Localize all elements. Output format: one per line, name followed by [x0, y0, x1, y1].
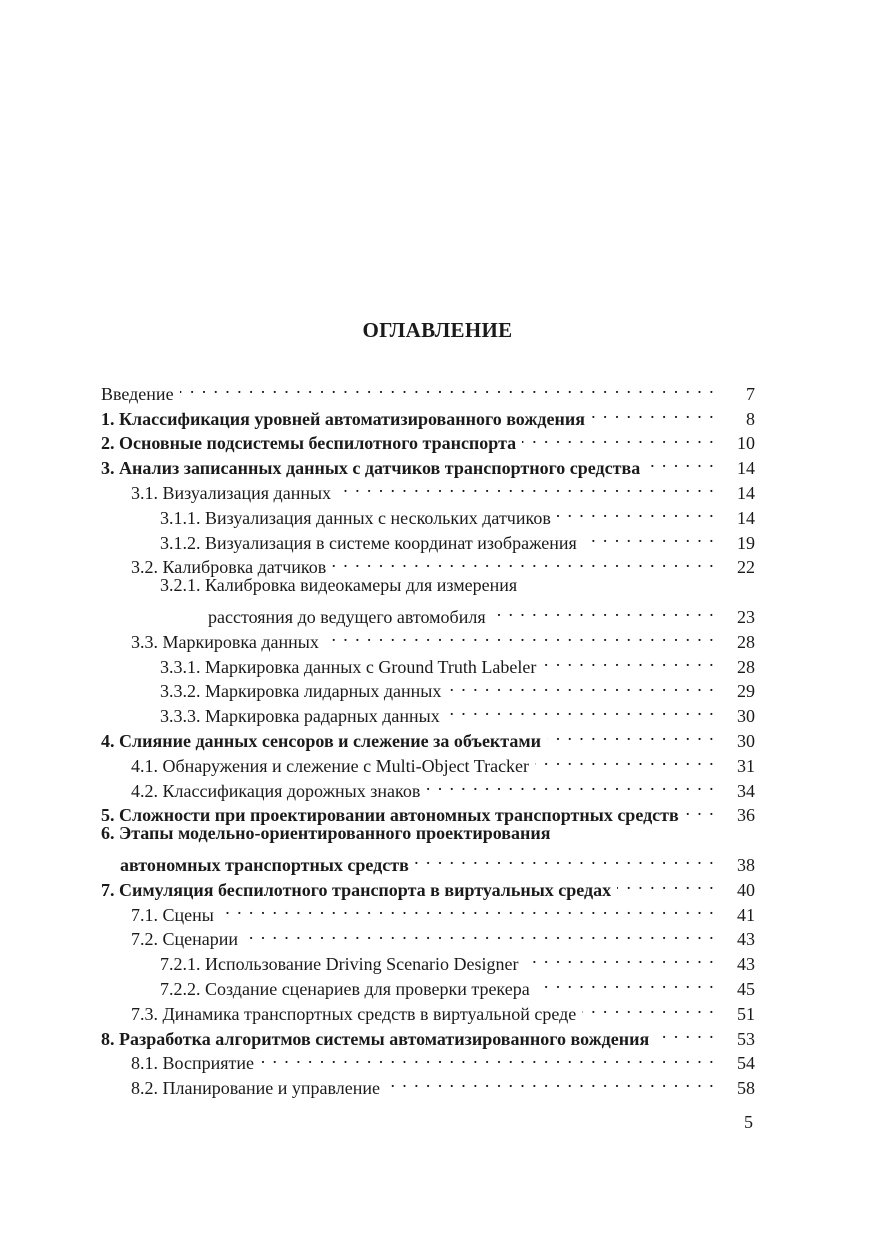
- toc-page-number: 28: [737, 656, 755, 677]
- toc-entry-title-continued: расстояния до ведущего автомобиля: [208, 606, 486, 627]
- toc-page-number: 43: [737, 954, 755, 975]
- toc-entry-title: 3.3.1. Маркировка данных с Ground Truth Labeler: [160, 656, 537, 677]
- dot-leader: [525, 945, 715, 970]
- toc-page-number: 29: [737, 681, 755, 702]
- dot-leader: [655, 1020, 715, 1045]
- toc-page-number: 14: [737, 507, 755, 528]
- toc-entry-title: 3.3.3. Маркировка радарных данных: [160, 706, 440, 727]
- toc-entry-title: 6. Этапы модельно-ориентированного проектирования: [101, 823, 551, 844]
- toc-entry: [101, 821, 755, 875]
- toc-page-number: 14: [737, 482, 755, 503]
- toc-page-number: 23: [737, 606, 755, 627]
- dot-leader: [557, 499, 715, 524]
- dot-leader: [583, 524, 715, 549]
- dot-leader: [220, 896, 715, 921]
- dot-leader: [542, 648, 715, 673]
- dot-leader: [426, 772, 715, 797]
- toc-entry-title: 3.3. Маркировка данных: [131, 631, 319, 652]
- toc-page-number: 30: [737, 730, 755, 751]
- dot-leader: [646, 449, 715, 474]
- toc-page-number: 22: [737, 557, 755, 578]
- dot-leader: [337, 474, 715, 499]
- page-title: ОГЛАВЛЕНИЕ: [362, 318, 513, 342]
- dot-leader: [415, 846, 715, 871]
- dot-leader: [582, 995, 715, 1020]
- toc-page-number: 58: [737, 1078, 755, 1099]
- toc-entry-title: 8. Разработка алгоритмов системы автоматизированного вождения: [101, 1028, 650, 1049]
- toc-entry-title: 8.2. Планирование и управление: [131, 1078, 380, 1099]
- dot-leader: [492, 598, 715, 623]
- toc-page-number: 36: [737, 805, 755, 826]
- dot-leader: [446, 697, 715, 722]
- toc-page-number: 10: [737, 433, 755, 454]
- toc-entry-title: 1. Классификация уровней автоматизированного вождения: [101, 408, 585, 429]
- toc-entry-title: 7. Симуляция беспилотного транспорта в виртуальных средах: [101, 879, 612, 900]
- toc-entry-title: 7.2.2. Создание сценариев для проверки трекера: [160, 978, 530, 999]
- toc-page-number: 30: [737, 706, 755, 727]
- page-number: 5: [744, 1112, 753, 1132]
- dot-leader: [536, 970, 715, 995]
- toc-page-number: 43: [737, 929, 755, 950]
- dot-leader: [547, 722, 715, 747]
- toc-entry: [101, 573, 755, 627]
- toc-page-number: 19: [737, 532, 755, 553]
- dot-leader: [522, 425, 715, 450]
- toc-entry-title: 7.3. Динамика транспортных средств в виртуальной среде: [131, 1003, 577, 1024]
- toc-entry-title: 7.2. Сценарии: [131, 929, 239, 950]
- toc-entry-title: 4.2. Классификация дорожных знаков: [131, 780, 421, 801]
- toc-page-number: 40: [737, 879, 755, 900]
- dot-leader: [685, 797, 715, 822]
- dot-leader: [180, 375, 715, 400]
- toc-page-number: 8: [746, 408, 755, 429]
- dot-leader: [386, 1069, 715, 1094]
- toc-page-number: 34: [737, 780, 755, 801]
- toc-entry-title: 8.1. Восприятие: [131, 1053, 254, 1074]
- dot-leader: [591, 400, 715, 425]
- dot-leader: [260, 1045, 715, 1070]
- dot-leader: [535, 747, 715, 772]
- toc-page-number: 41: [737, 904, 755, 925]
- dot-leader: [325, 623, 715, 648]
- toc-entry-title-continued: автономных транспортных средств: [120, 854, 409, 875]
- toc-page-number: 14: [737, 458, 755, 479]
- toc-entry-title: 2. Основные подсистемы беспилотного транспорта: [101, 433, 517, 454]
- toc-entry-title: Введение: [101, 383, 174, 404]
- toc-entry-title: 3.1.2. Визуализация в системе координат изображения: [160, 532, 577, 553]
- toc-entry-title: 4. Слияние данных сенсоров и слежение за объектами: [101, 730, 541, 751]
- dot-leader: [617, 871, 715, 896]
- toc-page-number: 7: [746, 383, 755, 404]
- toc-entry: [101, 375, 755, 404]
- toc-entry-title: 3. Анализ записанных данных с датчиков транспортного средства: [101, 458, 641, 479]
- toc-entry-title: 7.2.1. Использование Driving Scenario Designer: [160, 954, 519, 975]
- toc-entry-title: 4.1. Обнаружения и слежение с Multi-Object Tracker: [131, 755, 530, 776]
- toc-entry-title: 5. Сложности при проектировании автономных транспортных средств: [101, 805, 679, 826]
- table-of-contents: [101, 375, 755, 1099]
- toc-page-number: 31: [737, 755, 755, 776]
- toc-page-number: 38: [737, 854, 755, 875]
- toc-entry-title: 3.1.1. Визуализация данных с нескольких датчиков: [160, 507, 551, 528]
- toc-entry-title: 3.1. Визуализация данных: [131, 482, 332, 503]
- toc-entry: [101, 623, 755, 652]
- toc-entry-title: 7.1. Сцены: [131, 904, 214, 925]
- toc-entry-title: 3.3.2. Маркировка лидарных данных: [160, 681, 442, 702]
- dot-leader: [447, 673, 715, 698]
- toc-page-number: 45: [737, 978, 755, 999]
- dot-leader: [332, 549, 715, 574]
- toc-page-number: 28: [737, 631, 755, 652]
- toc-page-number: 54: [737, 1053, 755, 1074]
- toc-entry-title: 3.2.1. Калибровка видеокамеры для измерения: [160, 575, 518, 596]
- toc-page-number: 51: [737, 1003, 755, 1024]
- toc-entry: [101, 400, 755, 429]
- toc-entry-title: 3.2. Калибровка датчиков: [131, 557, 327, 578]
- dot-leader: [244, 921, 715, 946]
- toc-page-number: 53: [737, 1028, 755, 1049]
